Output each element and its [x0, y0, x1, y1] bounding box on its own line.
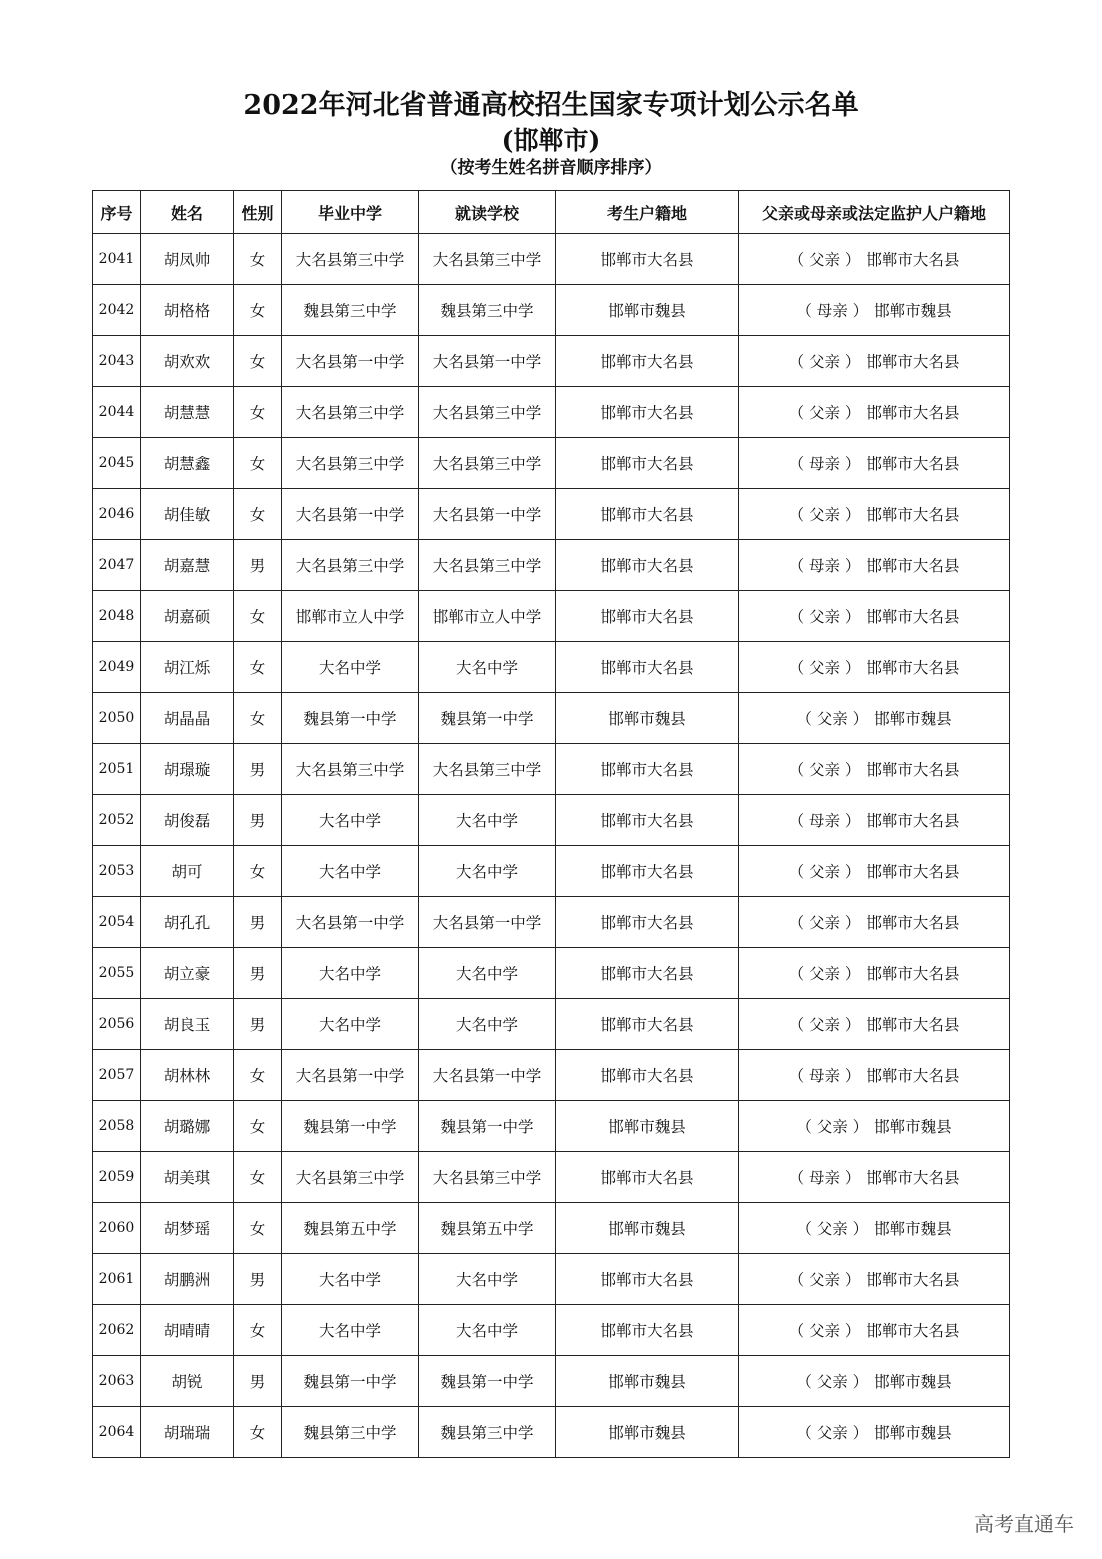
cell-serial: 2050 [93, 693, 141, 744]
table-row [93, 591, 1010, 642]
guardian-relation: （ 父亲 ） [788, 1271, 861, 1289]
cell-graduation-school: 大名中学 [282, 1254, 419, 1305]
table-header-row [93, 191, 1010, 234]
cell-graduation-school: 邯郸市立人中学 [282, 591, 419, 642]
document-subtitle: (邯郸市) [501, 126, 601, 155]
cell-guardian-residence [739, 285, 1010, 336]
cell-current-school: 大名县第一中学 [419, 897, 556, 948]
cell-gender: 男 [234, 1254, 282, 1305]
cell-serial: 2048 [93, 591, 141, 642]
guardian-relation: （ 父亲 ） [788, 863, 861, 881]
table-row [93, 846, 1010, 897]
cell-name: 胡鹏洲 [141, 1254, 234, 1305]
guardian-relation: （ 父亲 ） [788, 404, 861, 422]
guardian-relation: （ 母亲 ） [788, 1169, 861, 1187]
cell-gender: 女 [234, 234, 282, 285]
cell-guardian-residence [739, 489, 1010, 540]
cell-graduation-school: 魏县第五中学 [282, 1203, 419, 1254]
cell-serial: 2044 [93, 387, 141, 438]
document-title: 2022年河北省普通高校招生国家专项计划公示名单 [243, 90, 859, 121]
table-row [93, 642, 1010, 693]
guardian-residence-place: 邯郸市大名县 [866, 812, 960, 830]
cell-serial: 2043 [93, 336, 141, 387]
guardian-relation: （ 父亲 ） [788, 761, 861, 779]
table-row [93, 336, 1010, 387]
cell-name: 胡佳敏 [141, 489, 234, 540]
guardian-relation: （ 父亲 ） [796, 1424, 869, 1442]
header-gender: 性别 [234, 191, 282, 234]
cell-graduation-school: 大名中学 [282, 846, 419, 897]
cell-student-residence: 邯郸市魏县 [556, 693, 739, 744]
cell-student-residence: 邯郸市大名县 [556, 540, 739, 591]
cell-current-school: 大名县第三中学 [419, 1152, 556, 1203]
guardian-relation: （ 父亲 ） [796, 710, 869, 728]
cell-current-school: 魏县第三中学 [419, 285, 556, 336]
table-body [93, 234, 1010, 1458]
guardian-residence-place: 邯郸市大名县 [866, 659, 960, 677]
cell-graduation-school: 魏县第三中学 [282, 1407, 419, 1458]
cell-guardian-residence [739, 642, 1010, 693]
cell-name: 胡锐 [141, 1356, 234, 1407]
header-name: 姓名 [141, 191, 234, 234]
cell-current-school: 邯郸市立人中学 [419, 591, 556, 642]
cell-current-school: 大名县第一中学 [419, 489, 556, 540]
cell-serial: 2055 [93, 948, 141, 999]
cell-gender: 男 [234, 540, 282, 591]
guardian-relation: （ 父亲 ） [788, 659, 861, 677]
cell-guardian-residence [739, 1407, 1010, 1458]
cell-guardian-residence [739, 1101, 1010, 1152]
cell-graduation-school: 大名县第三中学 [282, 744, 419, 795]
table-row [93, 234, 1010, 285]
cell-guardian-residence [739, 999, 1010, 1050]
cell-guardian-residence [739, 1254, 1010, 1305]
guardian-residence-place: 邯郸市大名县 [866, 506, 960, 524]
table-row [93, 744, 1010, 795]
guardian-residence-place: 邯郸市大名县 [866, 404, 960, 422]
cell-serial: 2052 [93, 795, 141, 846]
sort-note: （按考生姓名拼音顺序排序） [440, 158, 662, 178]
guardian-relation: （ 父亲 ） [788, 506, 861, 524]
cell-current-school: 大名中学 [419, 846, 556, 897]
cell-current-school: 大名中学 [419, 1254, 556, 1305]
cell-current-school: 大名中学 [419, 795, 556, 846]
cell-student-residence: 邯郸市大名县 [556, 591, 739, 642]
cell-serial: 2042 [93, 285, 141, 336]
cell-student-residence: 邯郸市大名县 [556, 642, 739, 693]
cell-name: 胡晴晴 [141, 1305, 234, 1356]
cell-current-school: 魏县第一中学 [419, 693, 556, 744]
cell-graduation-school: 魏县第一中学 [282, 1356, 419, 1407]
header-student-residence: 考生户籍地 [556, 191, 739, 234]
cell-serial: 2057 [93, 1050, 141, 1101]
cell-guardian-residence [739, 948, 1010, 999]
cell-guardian-residence [739, 336, 1010, 387]
guardian-relation: （ 母亲 ） [788, 1067, 861, 1085]
guardian-residence-place: 邯郸市魏县 [874, 1118, 952, 1136]
table-row [93, 1305, 1010, 1356]
guardian-residence-place: 邯郸市大名县 [866, 1016, 960, 1034]
table-row [93, 1356, 1010, 1407]
cell-graduation-school: 魏县第一中学 [282, 1101, 419, 1152]
cell-serial: 2064 [93, 1407, 141, 1458]
cell-name: 胡瑞瑞 [141, 1407, 234, 1458]
table-row [93, 540, 1010, 591]
table-row [93, 795, 1010, 846]
guardian-residence-place: 邯郸市大名县 [866, 761, 960, 779]
cell-gender: 女 [234, 591, 282, 642]
cell-student-residence: 邯郸市大名县 [556, 744, 739, 795]
cell-current-school: 大名县第三中学 [419, 540, 556, 591]
cell-student-residence: 邯郸市大名县 [556, 795, 739, 846]
cell-name: 胡俊磊 [141, 795, 234, 846]
guardian-relation: （ 父亲 ） [788, 1016, 861, 1034]
cell-gender: 女 [234, 285, 282, 336]
cell-graduation-school: 大名县第一中学 [282, 336, 419, 387]
cell-current-school: 大名中学 [419, 642, 556, 693]
cell-student-residence: 邯郸市魏县 [556, 1203, 739, 1254]
cell-name: 胡良玉 [141, 999, 234, 1050]
table-row [93, 387, 1010, 438]
cell-student-residence: 邯郸市大名县 [556, 336, 739, 387]
cell-guardian-residence [739, 387, 1010, 438]
cell-student-residence: 邯郸市大名县 [556, 234, 739, 285]
cell-graduation-school: 大名县第三中学 [282, 1152, 419, 1203]
cell-gender: 男 [234, 999, 282, 1050]
header-current-school: 就读学校 [419, 191, 556, 234]
roster-table [92, 190, 1010, 1458]
cell-gender: 女 [234, 387, 282, 438]
cell-gender: 女 [234, 1050, 282, 1101]
cell-guardian-residence [739, 1356, 1010, 1407]
cell-guardian-residence [739, 591, 1010, 642]
guardian-relation: （ 父亲 ） [788, 914, 861, 932]
table-row [93, 948, 1010, 999]
guardian-residence-place: 邯郸市大名县 [866, 1067, 960, 1085]
cell-serial: 2054 [93, 897, 141, 948]
cell-gender: 女 [234, 846, 282, 897]
guardian-relation: （ 父亲 ） [796, 1373, 869, 1391]
header-serial: 序号 [93, 191, 141, 234]
guardian-residence-place: 邯郸市魏县 [874, 710, 952, 728]
cell-name: 胡嘉硕 [141, 591, 234, 642]
guardian-residence-place: 邯郸市大名县 [866, 914, 960, 932]
guardian-relation: （ 母亲 ） [788, 557, 861, 575]
cell-current-school: 大名县第三中学 [419, 234, 556, 285]
cell-gender: 男 [234, 948, 282, 999]
cell-name: 胡可 [141, 846, 234, 897]
cell-student-residence: 邯郸市大名县 [556, 387, 739, 438]
header-graduation-school: 毕业中学 [282, 191, 419, 234]
cell-current-school: 魏县第一中学 [419, 1356, 556, 1407]
cell-serial: 2049 [93, 642, 141, 693]
cell-serial: 2061 [93, 1254, 141, 1305]
cell-gender: 男 [234, 1356, 282, 1407]
cell-guardian-residence [739, 897, 1010, 948]
table-row [93, 1101, 1010, 1152]
cell-name: 胡江烁 [141, 642, 234, 693]
cell-gender: 女 [234, 1101, 282, 1152]
table-row [93, 438, 1010, 489]
cell-gender: 男 [234, 897, 282, 948]
cell-graduation-school: 大名县第三中学 [282, 438, 419, 489]
cell-serial: 2051 [93, 744, 141, 795]
guardian-residence-place: 邯郸市魏县 [874, 1424, 952, 1442]
guardian-residence-place: 邯郸市大名县 [866, 455, 960, 473]
cell-name: 胡立豪 [141, 948, 234, 999]
guardian-residence-place: 邯郸市魏县 [874, 1220, 952, 1238]
cell-guardian-residence [739, 234, 1010, 285]
table-row [93, 1050, 1010, 1101]
cell-graduation-school: 大名县第三中学 [282, 540, 419, 591]
guardian-residence-place: 邯郸市大名县 [866, 1322, 960, 1340]
cell-current-school: 大名县第三中学 [419, 387, 556, 438]
guardian-relation: （ 父亲 ） [788, 1322, 861, 1340]
cell-serial: 2059 [93, 1152, 141, 1203]
cell-current-school: 大名县第三中学 [419, 438, 556, 489]
guardian-relation: （ 父亲 ） [788, 353, 861, 371]
cell-student-residence: 邯郸市大名县 [556, 897, 739, 948]
cell-guardian-residence [739, 1152, 1010, 1203]
guardian-residence-place: 邯郸市大名县 [866, 608, 960, 626]
guardian-relation: （ 母亲 ） [788, 812, 861, 830]
cell-gender: 女 [234, 1203, 282, 1254]
cell-gender: 男 [234, 744, 282, 795]
cell-guardian-residence [739, 693, 1010, 744]
cell-current-school: 大名县第一中学 [419, 336, 556, 387]
guardian-residence-place: 邯郸市大名县 [866, 1169, 960, 1187]
cell-student-residence: 邯郸市大名县 [556, 489, 739, 540]
table-row [93, 1152, 1010, 1203]
cell-student-residence: 邯郸市魏县 [556, 285, 739, 336]
guardian-relation: （ 母亲 ） [788, 455, 861, 473]
cell-graduation-school: 大名中学 [282, 948, 419, 999]
cell-student-residence: 邯郸市大名县 [556, 438, 739, 489]
cell-name: 胡孔孔 [141, 897, 234, 948]
guardian-residence-place: 邯郸市大名县 [866, 251, 960, 269]
cell-gender: 女 [234, 489, 282, 540]
cell-student-residence: 邯郸市大名县 [556, 999, 739, 1050]
cell-name: 胡璐娜 [141, 1101, 234, 1152]
cell-guardian-residence [739, 1305, 1010, 1356]
cell-name: 胡欢欢 [141, 336, 234, 387]
guardian-relation: （ 父亲 ） [788, 965, 861, 983]
cell-gender: 女 [234, 1305, 282, 1356]
cell-guardian-residence [739, 540, 1010, 591]
cell-serial: 2060 [93, 1203, 141, 1254]
cell-name: 胡慧慧 [141, 387, 234, 438]
cell-student-residence: 邯郸市魏县 [556, 1356, 739, 1407]
cell-gender: 女 [234, 693, 282, 744]
cell-current-school: 魏县第三中学 [419, 1407, 556, 1458]
cell-student-residence: 邯郸市大名县 [556, 1050, 739, 1101]
cell-current-school: 大名中学 [419, 1305, 556, 1356]
guardian-residence-place: 邯郸市魏县 [874, 302, 952, 320]
table-row [93, 285, 1010, 336]
guardian-residence-place: 邯郸市大名县 [866, 1271, 960, 1289]
cell-serial: 2045 [93, 438, 141, 489]
cell-graduation-school: 大名中学 [282, 999, 419, 1050]
cell-guardian-residence [739, 744, 1010, 795]
cell-current-school: 魏县第一中学 [419, 1101, 556, 1152]
table-row [93, 1407, 1010, 1458]
table-row [93, 897, 1010, 948]
cell-gender: 女 [234, 642, 282, 693]
header-guardian-residence: 父亲或母亲或法定监护人户籍地 [739, 191, 1010, 234]
cell-graduation-school: 大名县第三中学 [282, 387, 419, 438]
cell-serial: 2046 [93, 489, 141, 540]
cell-guardian-residence [739, 795, 1010, 846]
cell-guardian-residence [739, 846, 1010, 897]
cell-name: 胡嘉慧 [141, 540, 234, 591]
cell-graduation-school: 魏县第三中学 [282, 285, 419, 336]
cell-student-residence: 邯郸市魏县 [556, 1407, 739, 1458]
cell-guardian-residence [739, 1203, 1010, 1254]
cell-graduation-school: 魏县第一中学 [282, 693, 419, 744]
cell-graduation-school: 大名中学 [282, 795, 419, 846]
cell-student-residence: 邯郸市大名县 [556, 1152, 739, 1203]
cell-serial: 2053 [93, 846, 141, 897]
cell-name: 胡慧鑫 [141, 438, 234, 489]
table-row [93, 693, 1010, 744]
cell-serial: 2056 [93, 999, 141, 1050]
guardian-residence-place: 邯郸市魏县 [874, 1373, 952, 1391]
cell-student-residence: 邯郸市大名县 [556, 1305, 739, 1356]
cell-graduation-school: 大名县第一中学 [282, 489, 419, 540]
cell-graduation-school: 大名县第三中学 [282, 234, 419, 285]
guardian-residence-place: 邯郸市大名县 [866, 965, 960, 983]
table-row [93, 1254, 1010, 1305]
cell-guardian-residence [739, 438, 1010, 489]
cell-gender: 女 [234, 438, 282, 489]
cell-serial: 2063 [93, 1356, 141, 1407]
cell-student-residence: 邯郸市魏县 [556, 1101, 739, 1152]
cell-current-school: 大名县第三中学 [419, 744, 556, 795]
cell-name: 胡凤帅 [141, 234, 234, 285]
cell-graduation-school: 大名县第一中学 [282, 897, 419, 948]
cell-student-residence: 邯郸市大名县 [556, 846, 739, 897]
guardian-relation: （ 母亲 ） [796, 302, 869, 320]
cell-serial: 2058 [93, 1101, 141, 1152]
cell-name: 胡璟璇 [141, 744, 234, 795]
cell-serial: 2047 [93, 540, 141, 591]
guardian-residence-place: 邯郸市大名县 [866, 557, 960, 575]
table-row [93, 1203, 1010, 1254]
cell-gender: 女 [234, 336, 282, 387]
cell-current-school: 大名中学 [419, 948, 556, 999]
watermark-text: 高考直通车 [974, 1512, 1074, 1536]
table-row [93, 489, 1010, 540]
cell-current-school: 大名中学 [419, 999, 556, 1050]
cell-gender: 女 [234, 1407, 282, 1458]
cell-name: 胡梦瑶 [141, 1203, 234, 1254]
guardian-relation: （ 父亲 ） [796, 1118, 869, 1136]
cell-serial: 2041 [93, 234, 141, 285]
cell-name: 胡格格 [141, 285, 234, 336]
guardian-relation: （ 父亲 ） [788, 608, 861, 626]
cell-guardian-residence [739, 1050, 1010, 1101]
table-row [93, 999, 1010, 1050]
guardian-residence-place: 邯郸市大名县 [866, 863, 960, 881]
cell-gender: 女 [234, 1152, 282, 1203]
guardian-relation: （ 父亲 ） [788, 251, 861, 269]
cell-graduation-school: 大名中学 [282, 642, 419, 693]
guardian-relation: （ 父亲 ） [796, 1220, 869, 1238]
cell-graduation-school: 大名县第一中学 [282, 1050, 419, 1101]
cell-student-residence: 邯郸市大名县 [556, 948, 739, 999]
cell-name: 胡晶晶 [141, 693, 234, 744]
cell-graduation-school: 大名中学 [282, 1305, 419, 1356]
cell-current-school: 大名县第一中学 [419, 1050, 556, 1101]
cell-gender: 男 [234, 795, 282, 846]
guardian-residence-place: 邯郸市大名县 [866, 353, 960, 371]
cell-serial: 2062 [93, 1305, 141, 1356]
cell-name: 胡美琪 [141, 1152, 234, 1203]
cell-student-residence: 邯郸市大名县 [556, 1254, 739, 1305]
cell-current-school: 魏县第五中学 [419, 1203, 556, 1254]
cell-name: 胡林林 [141, 1050, 234, 1101]
